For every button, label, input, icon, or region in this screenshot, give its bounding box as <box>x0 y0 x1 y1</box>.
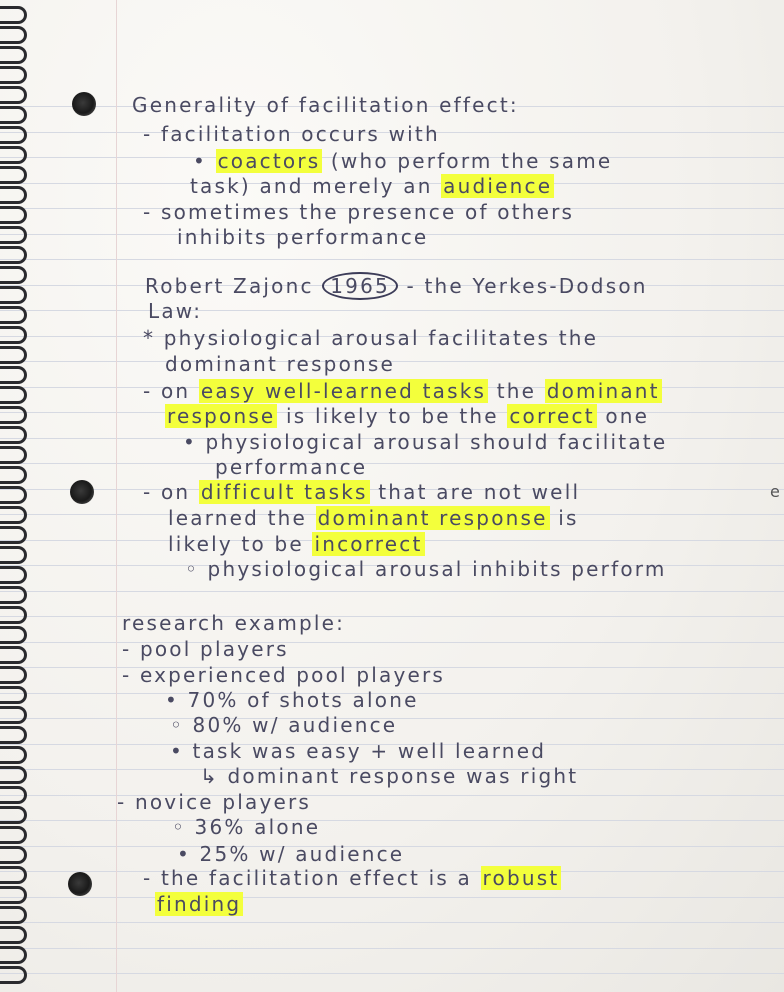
ruled-line <box>0 922 784 923</box>
spiral-coil <box>0 306 27 324</box>
spiral-coil <box>0 686 27 704</box>
spiral-coil <box>0 726 27 744</box>
note-line <box>122 663 445 687</box>
note-text: task) and merely an <box>190 174 442 198</box>
circled-year: 1965 <box>322 272 398 300</box>
note-text: is likely to be the <box>277 404 508 428</box>
note-text: ◦ 80% w/ audience <box>170 713 398 737</box>
note-line <box>193 149 612 173</box>
note-line <box>183 430 667 454</box>
note-text: • task was easy + well learned <box>170 739 547 763</box>
note-line <box>185 557 667 581</box>
note-line <box>143 122 440 146</box>
note-line <box>143 326 598 350</box>
spiral-coil <box>0 246 27 264</box>
spiral-coil <box>0 406 27 424</box>
spiral-coil <box>0 746 27 764</box>
punch-hole-middle <box>70 480 94 504</box>
spiral-coil <box>0 846 27 864</box>
spiral-coil <box>0 366 27 384</box>
ruled-line <box>0 897 784 898</box>
spiral-coil <box>0 866 27 884</box>
punch-hole-bottom <box>68 872 92 896</box>
note-line <box>177 225 428 249</box>
note-text: one <box>596 404 650 428</box>
note-line-heading-generality <box>132 93 519 117</box>
note-text: inhibits performance <box>177 225 429 249</box>
note-text: the <box>488 379 545 403</box>
note-text: - on <box>143 379 199 403</box>
note-line <box>170 739 546 763</box>
note-text: Law: <box>148 299 203 323</box>
ruled-line <box>0 948 784 949</box>
note-line-heading-zajonc <box>145 274 648 298</box>
note-text: • 70% of shots alone <box>165 688 419 712</box>
note-text: Robert Zajonc <box>145 274 323 298</box>
highlighted-text: audience <box>443 174 553 198</box>
margin-line <box>116 0 117 992</box>
note-text: • 25% w/ audience <box>177 842 405 866</box>
note-line <box>143 200 574 224</box>
spiral-coil <box>0 446 27 464</box>
highlighted-text: response <box>167 404 276 428</box>
spiral-coil <box>0 806 27 824</box>
spiral-coil <box>0 346 27 364</box>
spiral-coil <box>0 106 27 124</box>
spiral-coil <box>0 146 27 164</box>
note-line <box>168 532 425 556</box>
page-edge-mark: e <box>770 482 780 501</box>
spiral-coil <box>0 646 27 664</box>
spiral-coil <box>0 86 27 104</box>
note-line <box>165 352 395 376</box>
highlighted-text: difficult tasks <box>200 480 368 504</box>
spiral-coil <box>0 926 27 944</box>
ruled-line <box>0 259 784 260</box>
note-text: (who perform the same <box>322 149 613 173</box>
note-line <box>143 379 662 403</box>
spiral-coil <box>0 466 27 484</box>
spiral-coil <box>0 166 27 184</box>
note-text: ↳ dominant response was right <box>200 764 579 788</box>
ruled-line <box>0 642 784 643</box>
spiral-binding <box>0 0 30 992</box>
highlighted-text: correct <box>509 404 595 428</box>
spiral-coil <box>0 506 27 524</box>
note-text: • <box>193 149 216 173</box>
note-text: - novice players <box>117 790 312 814</box>
spiral-coil <box>0 486 27 504</box>
note-line <box>165 404 649 428</box>
spiral-coil <box>0 46 27 64</box>
note-text: that are not well <box>369 480 581 504</box>
spiral-coil <box>0 226 27 244</box>
note-text: - sometimes the presence of others <box>143 200 575 224</box>
note-line <box>155 892 243 916</box>
note-text: ◦ 36% alone <box>172 815 321 839</box>
note-line <box>122 637 289 661</box>
spiral-coil <box>0 546 27 564</box>
note-text: - facilitation occurs with <box>143 122 440 146</box>
note-text: Generality of facilitation effect: <box>132 93 519 117</box>
note-line <box>170 713 397 737</box>
note-text: - the Yerkes-Dodson <box>397 274 648 298</box>
ruled-line <box>0 820 784 821</box>
note-text: ◦ physiological arousal inhibits perform <box>185 557 667 581</box>
note-line <box>168 506 579 530</box>
ruled-line <box>0 463 784 464</box>
note-text: - experienced pool players <box>122 663 446 687</box>
note-text: is <box>549 506 579 530</box>
note-text: - pool players <box>122 637 289 661</box>
spiral-coil <box>0 126 27 144</box>
spiral-coil <box>0 426 27 444</box>
ruled-line <box>0 616 784 617</box>
highlighted-text: robust <box>482 866 560 890</box>
spiral-coil <box>0 886 27 904</box>
highlighted-text: incorrect <box>314 532 423 556</box>
note-text: dominant response <box>165 352 396 376</box>
note-line <box>165 688 419 712</box>
spiral-coil <box>0 386 27 404</box>
spiral-coil <box>0 326 27 344</box>
spiral-coil <box>0 66 27 84</box>
note-line <box>148 299 202 323</box>
highlighted-text: easy well-learned tasks <box>200 379 487 403</box>
ruled-line <box>0 591 784 592</box>
spiral-coil <box>0 6 27 24</box>
highlighted-text: dominant response <box>317 506 548 530</box>
note-text: research example: <box>122 611 346 635</box>
note-text: - the facilitation effect is a <box>143 866 481 890</box>
highlighted-text: finding <box>157 892 242 916</box>
ruled-line <box>0 973 784 974</box>
spiral-coil <box>0 786 27 804</box>
spiral-coil <box>0 966 27 984</box>
note-text: - on <box>143 480 199 504</box>
note-line <box>117 790 311 814</box>
highlighted-text: coactors <box>217 149 321 173</box>
spiral-coil <box>0 26 27 44</box>
spiral-coil <box>0 766 27 784</box>
note-line <box>172 815 320 839</box>
spiral-coil <box>0 586 27 604</box>
spiral-coil <box>0 286 27 304</box>
note-line <box>200 764 578 788</box>
note-line <box>215 455 367 479</box>
spiral-coil <box>0 206 27 224</box>
spiral-coil <box>0 706 27 724</box>
highlighted-text: dominant <box>546 379 660 403</box>
spiral-coil <box>0 266 27 284</box>
spiral-coil <box>0 906 27 924</box>
spiral-coil <box>0 826 27 844</box>
note-text: performance <box>215 455 368 479</box>
spiral-coil <box>0 186 27 204</box>
spiral-coil <box>0 606 27 624</box>
note-line <box>177 842 404 866</box>
ruled-line <box>0 310 784 311</box>
note-line <box>143 866 561 890</box>
note-text: • physiological arousal should facilitate <box>183 430 668 454</box>
note-text: * physiological arousal facilitates the <box>143 326 599 350</box>
punch-hole-top <box>72 92 96 116</box>
spiral-coil <box>0 526 27 544</box>
note-text: learned the <box>168 506 316 530</box>
spiral-coil <box>0 566 27 584</box>
note-line <box>190 174 554 198</box>
note-line <box>143 480 580 504</box>
spiral-coil <box>0 946 27 964</box>
note-text: likely to be <box>168 532 313 556</box>
note-line-heading-research <box>122 611 345 635</box>
spiral-coil <box>0 666 27 684</box>
spiral-coil <box>0 626 27 644</box>
